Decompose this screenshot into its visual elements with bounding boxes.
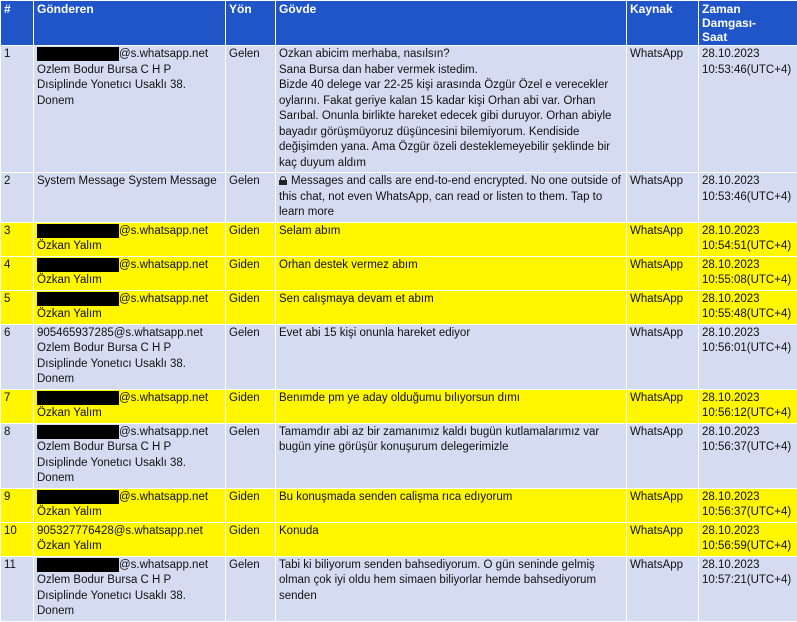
sender-name: Ozlem Bodur Bursa C H P Dısiplinde Yonetıcı Usaklı 38. Donem xyxy=(37,342,186,385)
table-row xyxy=(1,324,797,389)
redaction-block xyxy=(37,558,119,572)
sender-email: @s.whatsapp.net xyxy=(119,491,208,503)
lock-icon xyxy=(279,176,287,185)
redaction-block xyxy=(37,224,119,238)
timestamp-cell: 28.10.2023 10:53:46(UTC+4) xyxy=(699,46,797,173)
table-row xyxy=(1,173,797,223)
row-number: 3 xyxy=(1,222,34,256)
sender-name: Ozlem Bodur Bursa C H P Dısiplinde Yonetıcı Usaklı 38. Donem xyxy=(37,574,186,617)
redaction-block xyxy=(37,292,119,306)
sender-name: Özkan Yalım xyxy=(37,240,102,252)
sender-cell xyxy=(34,389,226,423)
sender-name: Özkan Yalım xyxy=(37,308,102,320)
direction-cell: Gelen xyxy=(226,46,276,173)
redaction-block xyxy=(37,425,119,439)
row-number: 8 xyxy=(1,423,34,488)
row-number: 1 xyxy=(1,46,34,173)
source-cell: WhatsApp xyxy=(627,389,699,423)
source-cell: WhatsApp xyxy=(627,173,699,223)
sender-name: System Message System Message xyxy=(37,175,217,187)
row-number: 6 xyxy=(1,324,34,389)
redaction-block xyxy=(37,258,119,272)
source-cell: WhatsApp xyxy=(627,488,699,522)
timestamp-cell: 28.10.2023 10:56:37(UTC+4) xyxy=(699,423,797,488)
header-sender: Gönderen xyxy=(34,1,226,46)
body-cell: Sen calışmaya devam et abım xyxy=(276,290,627,324)
direction-cell: Giden xyxy=(226,488,276,522)
header-body: Gövde xyxy=(276,1,627,46)
sender-email: 905327776428@s.whatsapp.net xyxy=(37,525,203,537)
timestamp-cell: 28.10.2023 10:56:12(UTC+4) xyxy=(699,389,797,423)
row-number: 11 xyxy=(1,556,34,621)
table-row xyxy=(1,46,797,173)
timestamp-cell: 28.10.2023 10:56:01(UTC+4) xyxy=(699,324,797,389)
sender-email: @s.whatsapp.net xyxy=(119,392,208,404)
direction-cell: Gelen xyxy=(226,423,276,488)
direction-cell: Giden xyxy=(226,222,276,256)
timestamp-cell: 28.10.2023 10:55:48(UTC+4) xyxy=(699,290,797,324)
body-cell: Orhan destek vermez abım xyxy=(276,256,627,290)
body-cell: Tabi ki biliyorum senden bahsediyorum. O gün seninde gelmiş olman çok iyi oldu hem simaen biliyorlar hemde bahsediyorum senden xyxy=(276,556,627,621)
timestamp-cell: 28.10.2023 10:55:08(UTC+4) xyxy=(699,256,797,290)
sender-cell xyxy=(34,256,226,290)
sender-cell xyxy=(34,173,226,223)
timestamp-cell: 28.10.2023 10:54:51(UTC+4) xyxy=(699,222,797,256)
body-text: Messages and calls are end-to-end encrypted. No one outside of this chat, not even WhatsApp, can read or listen to them. Tap to learn more xyxy=(279,175,621,218)
table-row xyxy=(1,389,797,423)
table-row xyxy=(1,556,797,621)
source-cell: WhatsApp xyxy=(627,222,699,256)
table-row xyxy=(1,488,797,522)
sender-email: 905465937285@s.whatsapp.net xyxy=(37,327,203,339)
sender-name: Ozlem Bodur Bursa C H P Dısiplinde Yonetıcı Usaklı 38. Donem xyxy=(37,64,186,107)
row-number: 9 xyxy=(1,488,34,522)
sender-cell xyxy=(34,290,226,324)
sender-cell xyxy=(34,488,226,522)
table-row xyxy=(1,222,797,256)
body-cell: Benımde pm ye aday olduğumu bılıyorsun dımı xyxy=(276,389,627,423)
header-number: # xyxy=(1,1,34,46)
body-cell: Selam abım xyxy=(276,222,627,256)
sender-name: Ozlem Bodur Bursa C H P Dısiplinde Yonetıcı Usaklı 38. Donem xyxy=(37,441,186,484)
direction-cell: Gelen xyxy=(226,324,276,389)
direction-cell: Gelen xyxy=(226,556,276,621)
sender-cell xyxy=(34,324,226,389)
sender-cell xyxy=(34,423,226,488)
source-cell: WhatsApp xyxy=(627,556,699,621)
row-number: 10 xyxy=(1,522,34,556)
source-cell: WhatsApp xyxy=(627,324,699,389)
body-cell: Ozkan abicim merhaba, nasılsın? Sana Bursa dan haber vermek istedim. Bizde 40 delege var 22-25 kişi arasında Özgür Özel e verecekler oylarını. Fakat geriye kalan 15 kadar kişi Orhan abi var. Orhan Sarıbal. Onunla birlikte hareket edecek gibi duruyor. Orhan abiyle bayadır görüşmüyoruz düşüncesini bilemiyorum. Kendiside değişimden yana. Ama Özgür özeli desteklemeyebilir şeklinde bir kaç duyum aldım xyxy=(276,46,627,173)
timestamp-cell: 28.10.2023 10:53:46(UTC+4) xyxy=(699,173,797,223)
sender-name: Özkan Yalım xyxy=(37,506,102,518)
direction-cell: Gelen xyxy=(226,173,276,223)
header-direction: Yön xyxy=(226,1,276,46)
header-timestamp: Zaman Damgası- Saat xyxy=(699,1,797,46)
sender-name: Özkan Yalım xyxy=(37,274,102,286)
redaction-block xyxy=(37,490,119,504)
redaction-block xyxy=(37,47,119,61)
body-cell: Bu konuşmada senden calişma rıca edıyorum xyxy=(276,488,627,522)
sender-cell xyxy=(34,556,226,621)
table-row xyxy=(1,522,797,556)
table-row xyxy=(1,423,797,488)
source-cell: WhatsApp xyxy=(627,290,699,324)
sender-name: Özkan Yalım xyxy=(37,407,102,419)
timestamp-cell: 28.10.2023 10:57:21(UTC+4) xyxy=(699,556,797,621)
direction-cell: Giden xyxy=(226,290,276,324)
direction-cell: Giden xyxy=(226,522,276,556)
timestamp-cell: 28.10.2023 10:56:37(UTC+4) xyxy=(699,488,797,522)
sender-name: Özkan Yalım xyxy=(37,540,102,552)
body-cell: Evet abi 15 kişi onunla hareket ediyor xyxy=(276,324,627,389)
sender-cell xyxy=(34,522,226,556)
header-source: Kaynak xyxy=(627,1,699,46)
table-row xyxy=(1,256,797,290)
sender-email: @s.whatsapp.net xyxy=(119,559,208,571)
source-cell: WhatsApp xyxy=(627,522,699,556)
source-cell: WhatsApp xyxy=(627,423,699,488)
row-number: 4 xyxy=(1,256,34,290)
direction-cell: Giden xyxy=(226,389,276,423)
row-number: 7 xyxy=(1,389,34,423)
timestamp-cell: 28.10.2023 10:56:59(UTC+4) xyxy=(699,522,797,556)
sender-cell xyxy=(34,222,226,256)
source-cell: WhatsApp xyxy=(627,256,699,290)
row-number: 5 xyxy=(1,290,34,324)
sender-email: @s.whatsapp.net xyxy=(119,293,208,305)
sender-cell xyxy=(34,46,226,173)
row-number: 2 xyxy=(1,173,34,223)
table-row xyxy=(1,290,797,324)
header-row xyxy=(1,1,797,46)
redaction-block xyxy=(37,391,119,405)
sender-email: @s.whatsapp.net xyxy=(119,259,208,271)
body-cell: Konuda xyxy=(276,522,627,556)
source-cell: WhatsApp xyxy=(627,46,699,173)
body-cell xyxy=(276,173,627,223)
sender-email: @s.whatsapp.net xyxy=(119,225,208,237)
body-cell: Tamamdır abi az bir zamanımız kaldı bugün kutlamalarımız var bugün yine görüşür konuşurum delegerimizle xyxy=(276,423,627,488)
sender-email: @s.whatsapp.net xyxy=(119,48,208,60)
direction-cell: Giden xyxy=(226,256,276,290)
sender-email: @s.whatsapp.net xyxy=(119,426,208,438)
